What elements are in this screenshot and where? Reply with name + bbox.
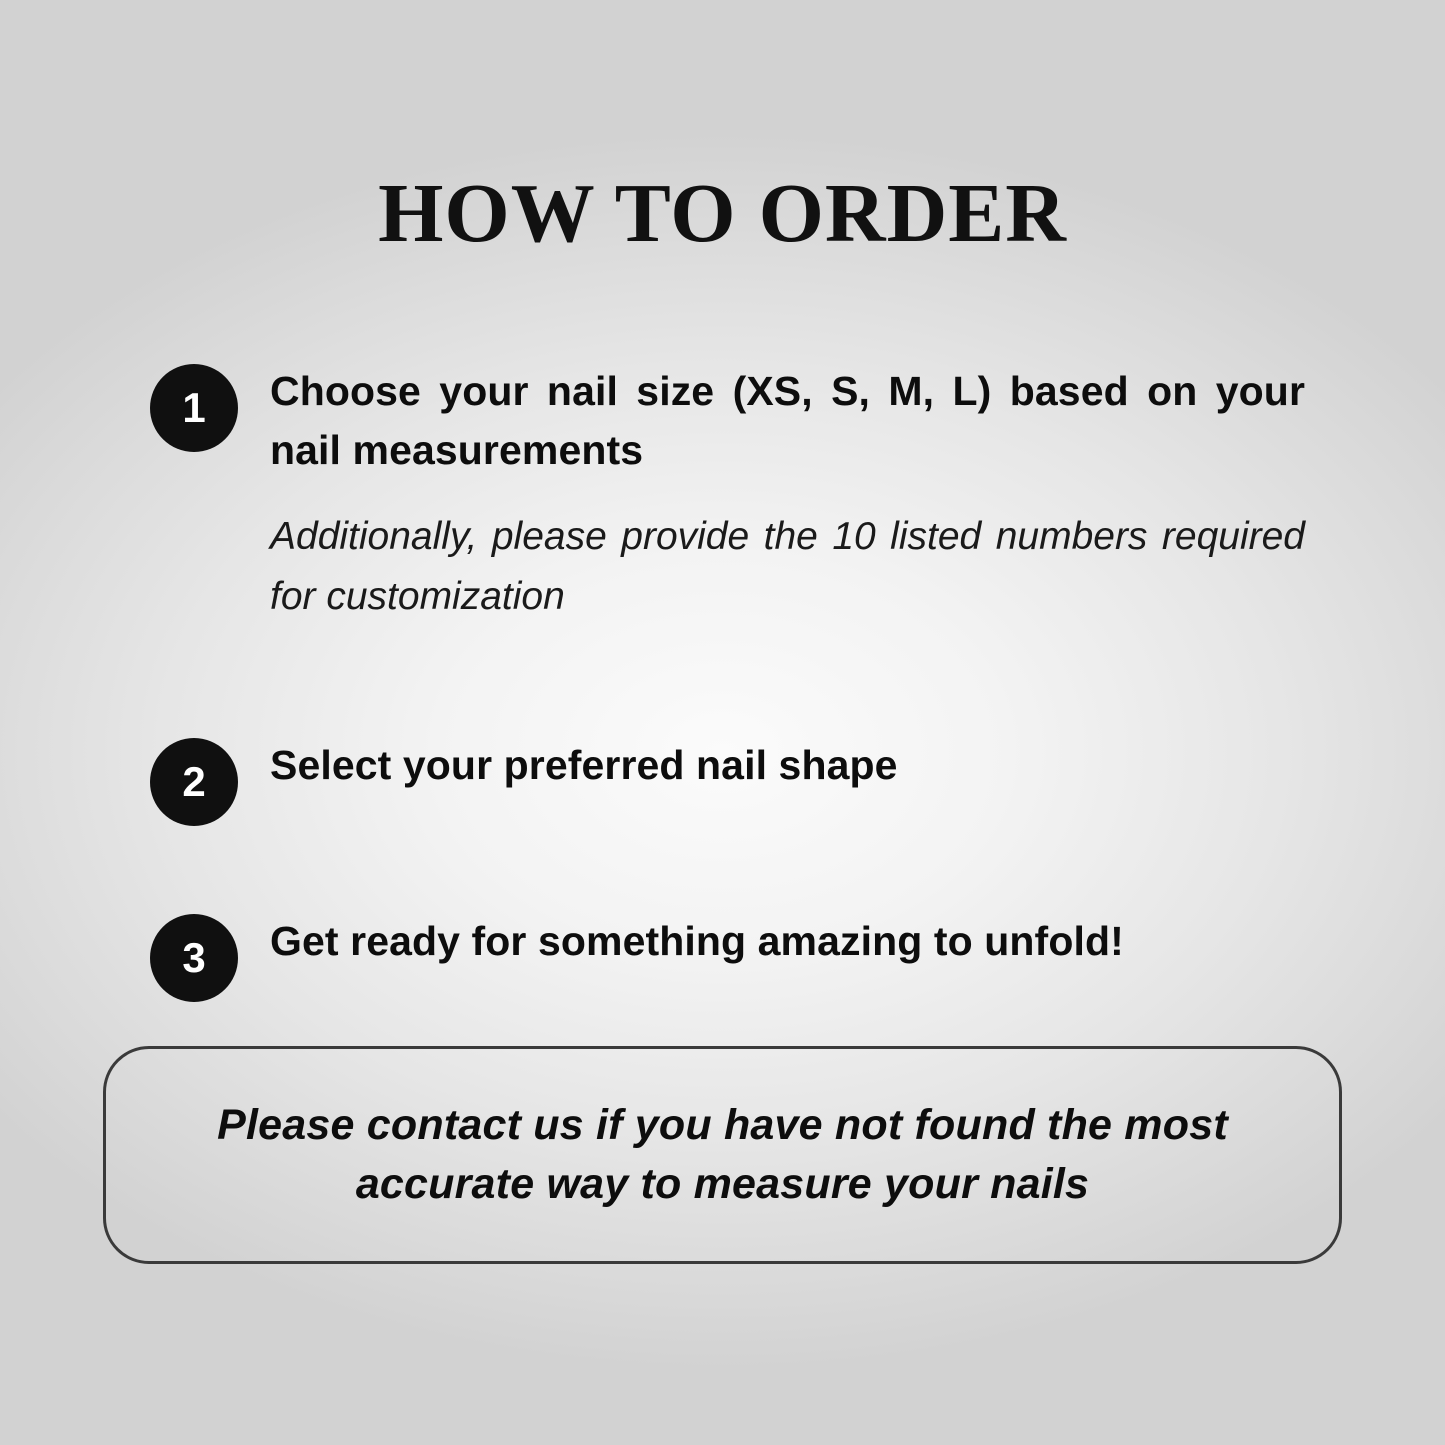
step-body bbox=[270, 362, 1305, 628]
step-number-badge: 3 bbox=[150, 914, 238, 1002]
step-body bbox=[270, 912, 1305, 971]
step-number-badge: 1 bbox=[150, 364, 238, 452]
step-title: Select your preferred nail shape bbox=[270, 741, 898, 788]
step-title: Get ready for something amazing to unfold! bbox=[270, 917, 1124, 964]
contact-callout-text: Please contact us if you have not found the most accurate way to measure your nails bbox=[217, 1100, 1228, 1208]
list-item bbox=[150, 736, 1305, 826]
list-item bbox=[150, 362, 1305, 628]
list-item bbox=[150, 912, 1305, 1002]
step-note: Additionally, please provide the 10 listed numbers required for customization bbox=[270, 514, 1305, 619]
step-title: Choose your nail size (XS, S, M, L) based on your nail measurements bbox=[270, 368, 1305, 474]
steps-list bbox=[0, 362, 1445, 1002]
page-title: HOW TO ORDER bbox=[378, 167, 1067, 260]
contact-callout bbox=[103, 1046, 1342, 1264]
step-body bbox=[270, 736, 1305, 795]
step-number-badge: 2 bbox=[150, 738, 238, 826]
